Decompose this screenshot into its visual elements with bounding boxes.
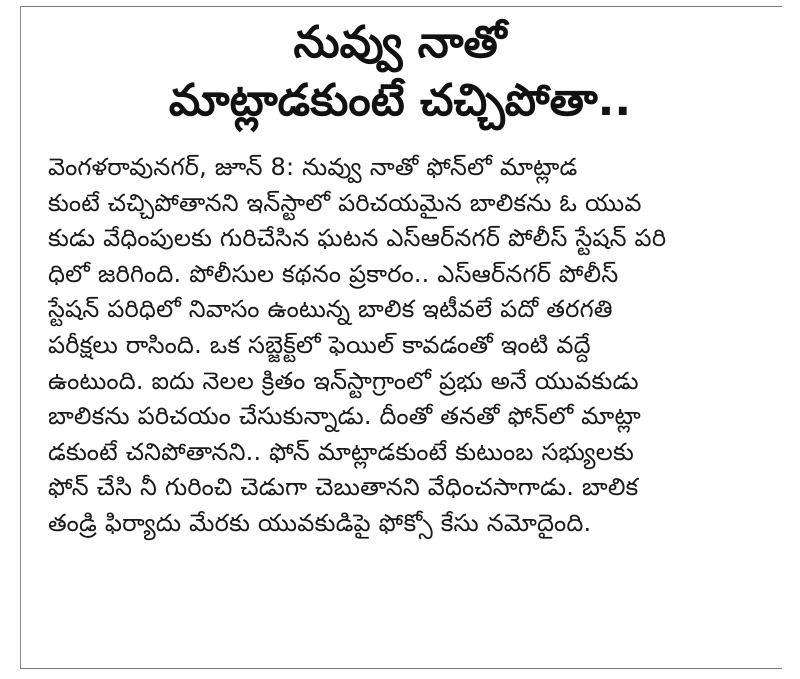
body-line: స్టేషన్ పరిధిలో నివాసం ఉంటున్న బాలిక ఇటీవలే పదో తరగతి [48, 295, 613, 324]
headline-line-2: మాట్లాడకుంటే చచ్చిపోతా.. [168, 75, 632, 126]
body-line: బాలికను పరిచయం చేసుకున్నాడు. దీంతో తనతో ఫోన్‌లో మాట్లా [48, 402, 641, 431]
body-line: పరీక్షలు రాసింది. ఒక సబ్జెక్ట్‌లో ఫెయిల్ కావడంతో ఇంటి వద్దే [48, 330, 591, 359]
body-line: డకుంటే చనిపోతానని.. ఫోన్ మాట్లాడకుంటే కుటుంబ సభ్యులకు [48, 437, 634, 466]
article-headline [40, 14, 760, 130]
body-line: వెంగళరావునగర్, జూన్ 8: నువ్వు నాతో ఫోన్‌లో మాట్లాడ [48, 153, 578, 181]
top-border-rule [20, 6, 782, 7]
body-line: కుంటే చచ్చిపోతానని ఇన్‌స్టాలో పరిచయమైన బాలికను ఓ యువ [48, 188, 642, 217]
article-body [48, 150, 773, 542]
body-line: ఉంటుంది. ఐదు నెలల క్రితం ఇన్‌స్టాగ్రాంలో ప్రభు అనే యువకుడు [48, 366, 639, 395]
body-line: కుడు వేధింపులకు గురిచేసిన ఘటన ఎస్‌ఆర్‌నగర్ పోలీస్ స్టేషన్ పరి [48, 224, 667, 253]
bottom-border-rule [20, 668, 782, 669]
headline-line-1: నువ్వు నాతో [293, 17, 507, 68]
body-line: ధిలో జరిగింది. పోలీసుల కథనం ప్రకారం.. ఎస్‌ఆర్‌నగర్ పోలీస్ [48, 259, 619, 288]
body-line: తండ్రి ఫిర్యాదు మేరకు యువకుడిపై ఫోక్సో కేసు నమోదైంది. [48, 508, 592, 537]
body-line: ఫోన్ చేసి నీ గురించి చెడుగా చెబుతానని వేధించసాగాడు. బాలిక [48, 473, 639, 502]
left-border-rule [20, 6, 21, 668]
